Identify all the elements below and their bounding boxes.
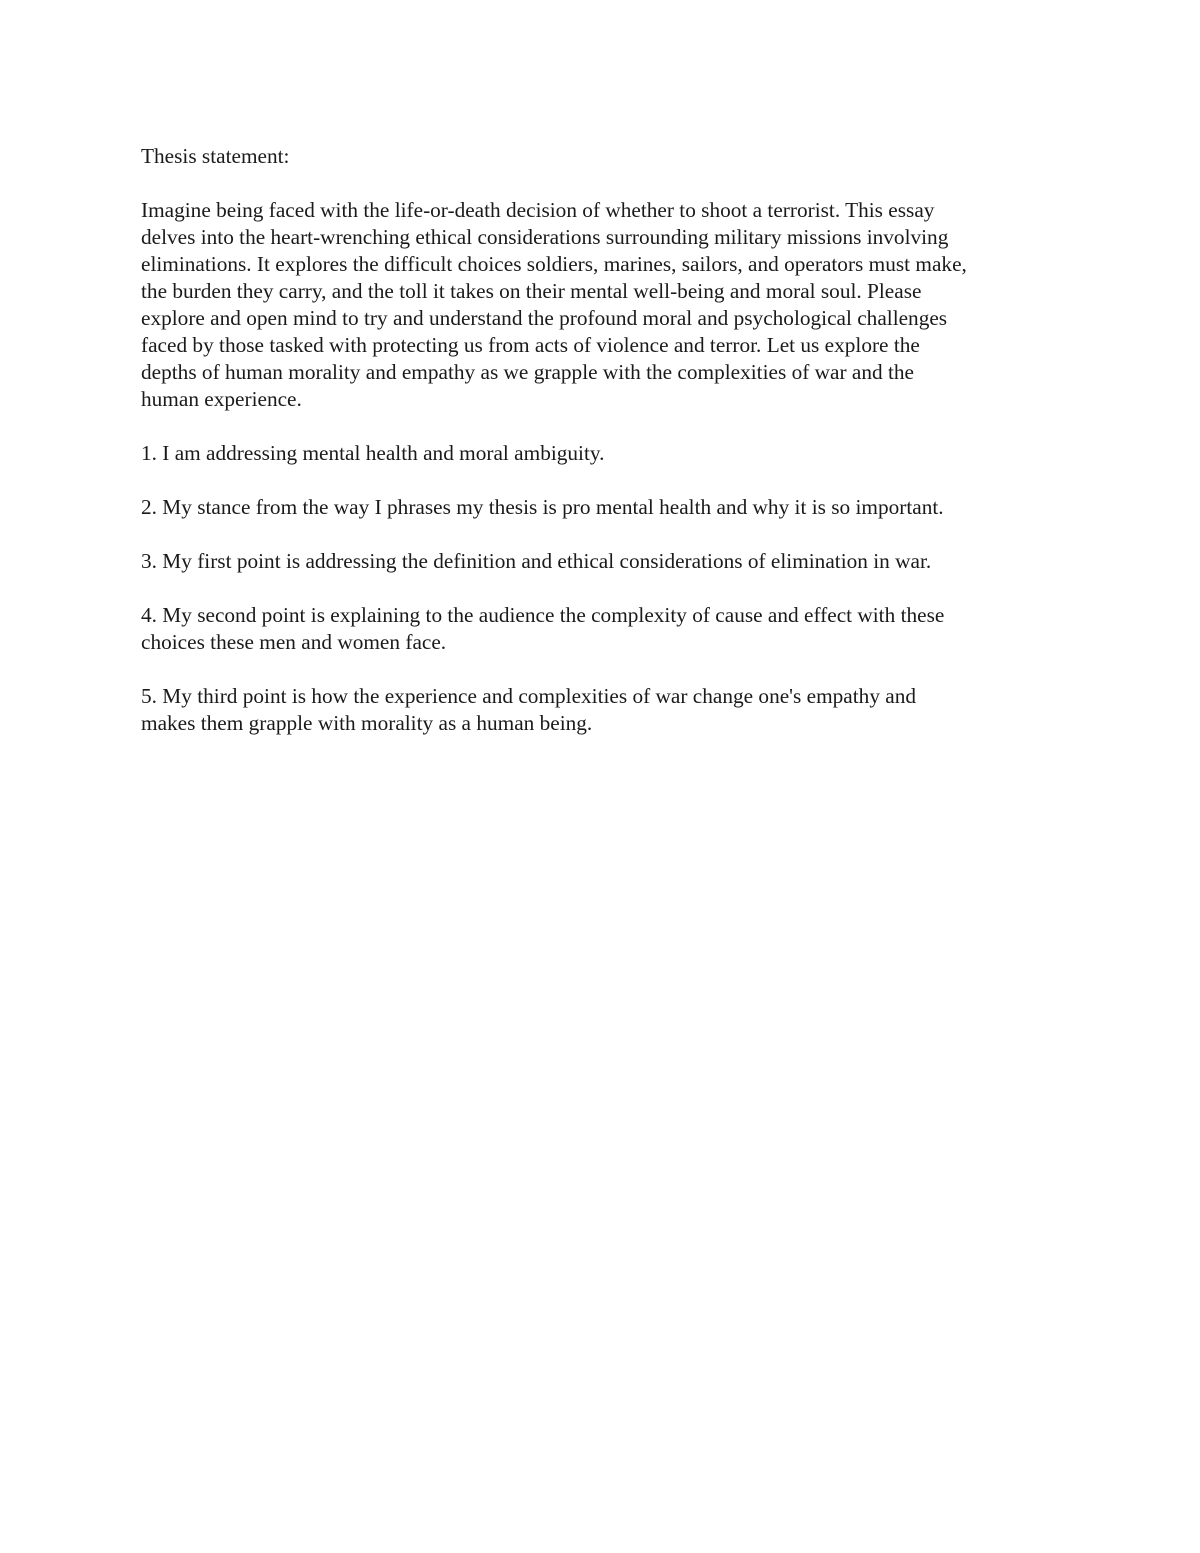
intro-line: human experience. xyxy=(141,387,302,411)
point-line: 4. My second point is explaining to the audience the complexity of cause and effect with these xyxy=(141,603,945,627)
point-line: 2. My stance from the way I phrases my thesis is pro mental health and why it is so important. xyxy=(141,495,944,519)
point-1 xyxy=(141,440,1071,467)
point-4 xyxy=(141,602,1071,656)
point-line: 3. My first point is addressing the definition and ethical considerations of elimination in war. xyxy=(141,549,932,573)
intro-line: depths of human morality and empathy as we grapple with the complexities of war and the xyxy=(141,360,914,384)
intro-line: faced by those tasked with protecting us from acts of violence and terror. Let us explore the xyxy=(141,333,920,357)
point-line: 1. I am addressing mental health and moral ambiguity. xyxy=(141,441,605,465)
point-line: makes them grapple with morality as a human being. xyxy=(141,711,593,735)
intro-line: eliminations. It explores the difficult choices soldiers, marines, sailors, and operators must make, xyxy=(141,252,967,276)
intro-line: delves into the heart-wrenching ethical considerations surrounding military missions involving xyxy=(141,225,949,249)
point-line: 5. My third point is how the experience and complexities of war change one's empathy and xyxy=(141,684,917,708)
intro-line: explore and open mind to try and understand the profound moral and psychological challenges xyxy=(141,306,948,330)
point-line: choices these men and women face. xyxy=(141,630,447,654)
point-3 xyxy=(141,548,1071,575)
intro-line: the burden they carry, and the toll it takes on their mental well-being and moral soul. Please xyxy=(141,279,922,303)
thesis-heading: Thesis statement: xyxy=(141,144,290,168)
intro-line: Imagine being faced with the life-or-death decision of whether to shoot a terrorist. This essay xyxy=(141,198,935,222)
point-2 xyxy=(141,494,1071,521)
point-5 xyxy=(141,683,1071,737)
document-body xyxy=(141,143,1071,764)
thesis-intro-paragraph xyxy=(141,197,1071,413)
